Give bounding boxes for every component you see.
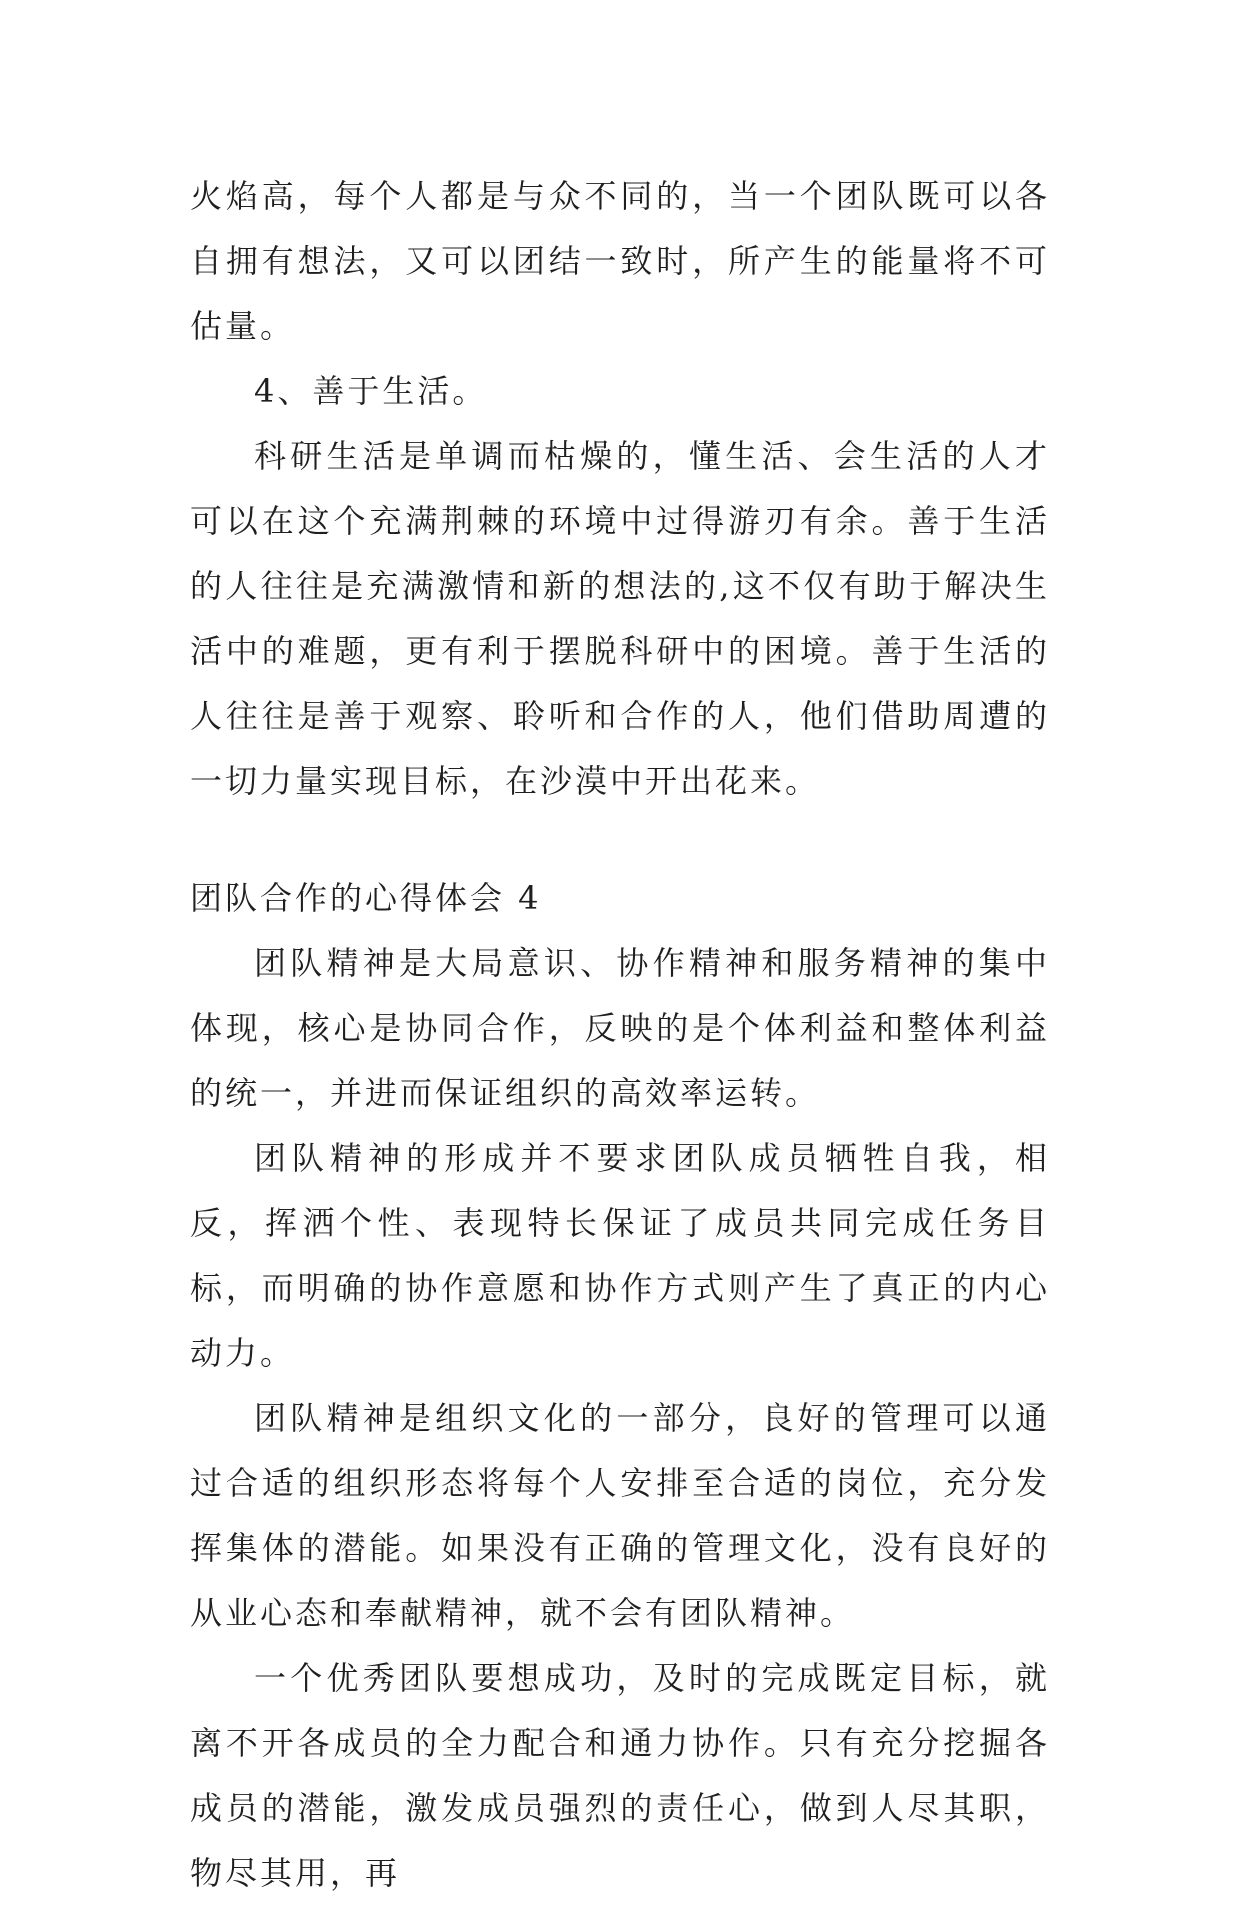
paragraph: 团队精神是组织文化的一部分，良好的管理可以通过合适的组织形态将每个人安排至合适的岗位，充分发挥集体的潜能。如果没有正确的管理文化，没有良好的从业心态和奉献精神，就不会有团队精神。 (190, 1399, 1050, 1632)
list-item-heading: 4、善于生活。 (254, 372, 488, 410)
paragraph: 科研生活是单调而枯燥的，懂生活、会生活的人才可以在这个充满荆棘的环境中过得游刃有余。善于生活的人往往是充满激情和新的想法的,这不仅有助于解决生活中的难题，更有利于摆脱科研中的困境。善于生活的人往往是善于观察、聆听和合作的人，他们借助周遭的一切力量实现目标，在沙漠中开出花来。 (190, 437, 1050, 800)
paragraph: 一个优秀团队要想成功，及时的完成既定目标，就离不开各成员的全力配合和通力协作。只有充分挖掘各成员的潜能，激发成员强烈的责任心，做到人尽其职，物尽其用，再 (190, 1659, 1050, 1892)
paragraph: 团队精神的形成并不要求团队成员牺牲自我，相反，挥洒个性、表现特长保证了成员共同完成任务目标，而明确的协作意愿和协作方式则产生了真正的内心动力。 (190, 1139, 1050, 1372)
section-title: 团队合作的心得体会 4 (190, 879, 542, 917)
paragraph: 团队精神是大局意识、协作精神和服务精神的集中体现，核心是协同合作，反映的是个体利益和整体利益的统一，并进而保证组织的高效率运转。 (190, 944, 1050, 1112)
paragraph-continuation: 火焰高，每个人都是与众不同的，当一个团队既可以各自拥有想法，又可以团结一致时，所产生的能量将不可估量。 (190, 177, 1050, 345)
document-body (190, 164, 1050, 1906)
